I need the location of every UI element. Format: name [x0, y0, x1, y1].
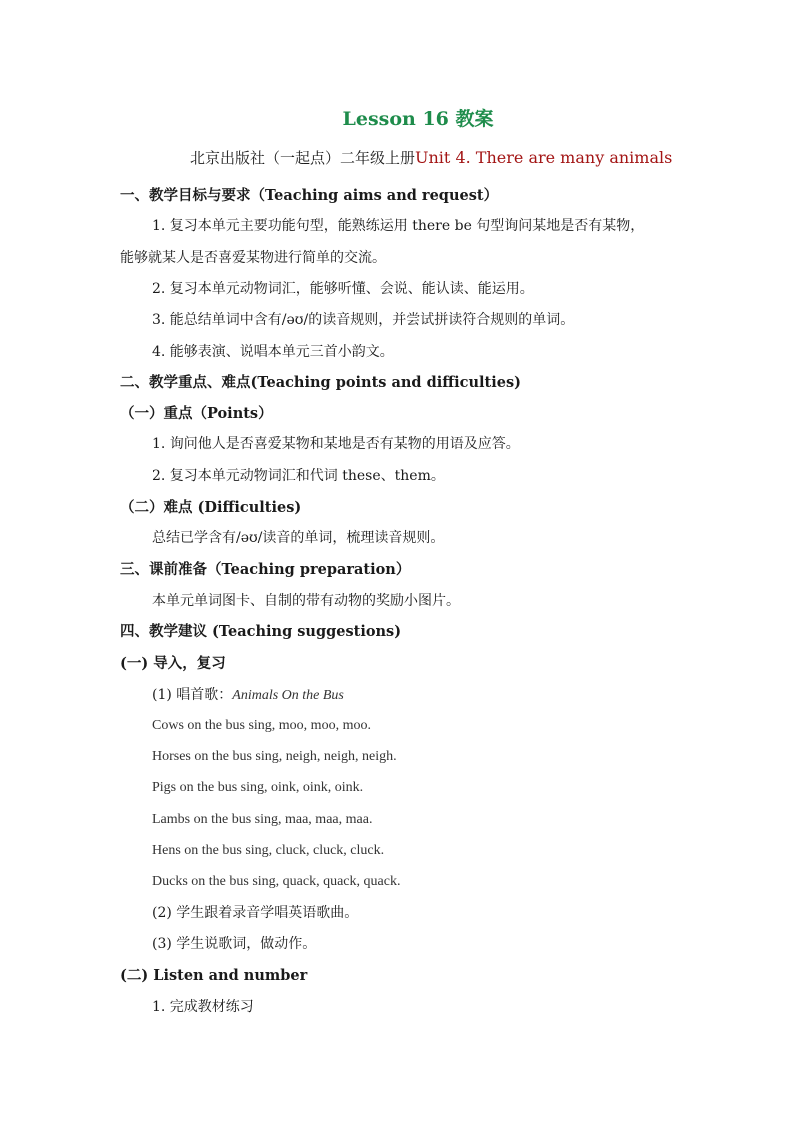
publisher-text: 北京出版社（一起点）二年级上册: [190, 149, 416, 167]
section1-heading: 一、教学目标与要求（Teaching aims and request）: [120, 187, 499, 204]
section4-heading: 四、教学建议 (Teaching suggestions): [120, 623, 402, 640]
step-3: (3) 学生说歌词，做动作。: [152, 936, 317, 952]
difficulties-text: 总结已学含有/əʊ/读音的单词，梳理读音规则。: [152, 530, 445, 546]
aim-item-4: 4. 能够表演、说唱本单元三首小韵文。: [152, 344, 394, 360]
section3-heading: 三、课前准备（Teaching preparation）: [120, 561, 411, 578]
aim-item-1-line1: 1. 复习本单元主要功能句型，能熟练运用 there be 句型询问某地是否有某物，: [152, 218, 645, 234]
preparation-text: 本单元单词图卡、自制的带有动物的奖励小图片。: [152, 593, 460, 609]
section2-heading: 二、教学重点、难点(Teaching points and difficulties): [120, 374, 522, 391]
unit-text: Unit 4. There are many animals: [415, 148, 673, 167]
song-title: Animals On the Bus: [232, 688, 344, 703]
difficulties-heading: （二）难点 (Difficulties): [120, 499, 302, 516]
aim-item-1-line2: 能够就某人是否喜爱某物进行简单的交流。: [120, 250, 386, 266]
points-item-1: 1. 询问他人是否喜爱某物和某地是否有某物的用语及应答。: [152, 436, 520, 452]
aim-item-3: 3. 能总结单词中含有/əʊ/的读音规则，并尝试拼读符合规则的单词。: [152, 312, 575, 328]
subtitle: [190, 148, 672, 168]
page-title: Lesson 16 教案: [342, 108, 494, 130]
points-item-2: 2. 复习本单元动物词汇和代词 these、them。: [152, 468, 445, 484]
lyric-line: Ducks on the bus sing, quack, quack, quack.: [152, 874, 401, 889]
listen-number-heading: (二) Listen and number: [120, 967, 308, 984]
lyric-line: Cows on the bus sing, moo, moo, moo.: [152, 718, 371, 733]
step-2: (2) 学生跟着录音学唱英语歌曲。: [152, 905, 359, 921]
lyric-line: Hens on the bus sing, cluck, cluck, cluck.: [152, 843, 385, 858]
aim-item-2: 2. 复习本单元动物词汇，能够听懂、会说、能认读、能运用。: [152, 281, 534, 297]
song-prefix: (1) 唱首歌：: [152, 687, 233, 703]
intro-review-heading: (一) 导入，复习: [120, 655, 226, 672]
listen-number-item-1: 1. 完成教材练习: [152, 999, 254, 1015]
lyric-line: Horses on the bus sing, neigh, neigh, neigh.: [152, 749, 397, 764]
song-line: [152, 685, 344, 706]
lyric-line: Pigs on the bus sing, oink, oink, oink.: [152, 780, 364, 795]
points-heading: （一）重点（Points）: [120, 405, 273, 422]
lyric-line: Lambs on the bus sing, maa, maa, maa.: [152, 812, 373, 827]
